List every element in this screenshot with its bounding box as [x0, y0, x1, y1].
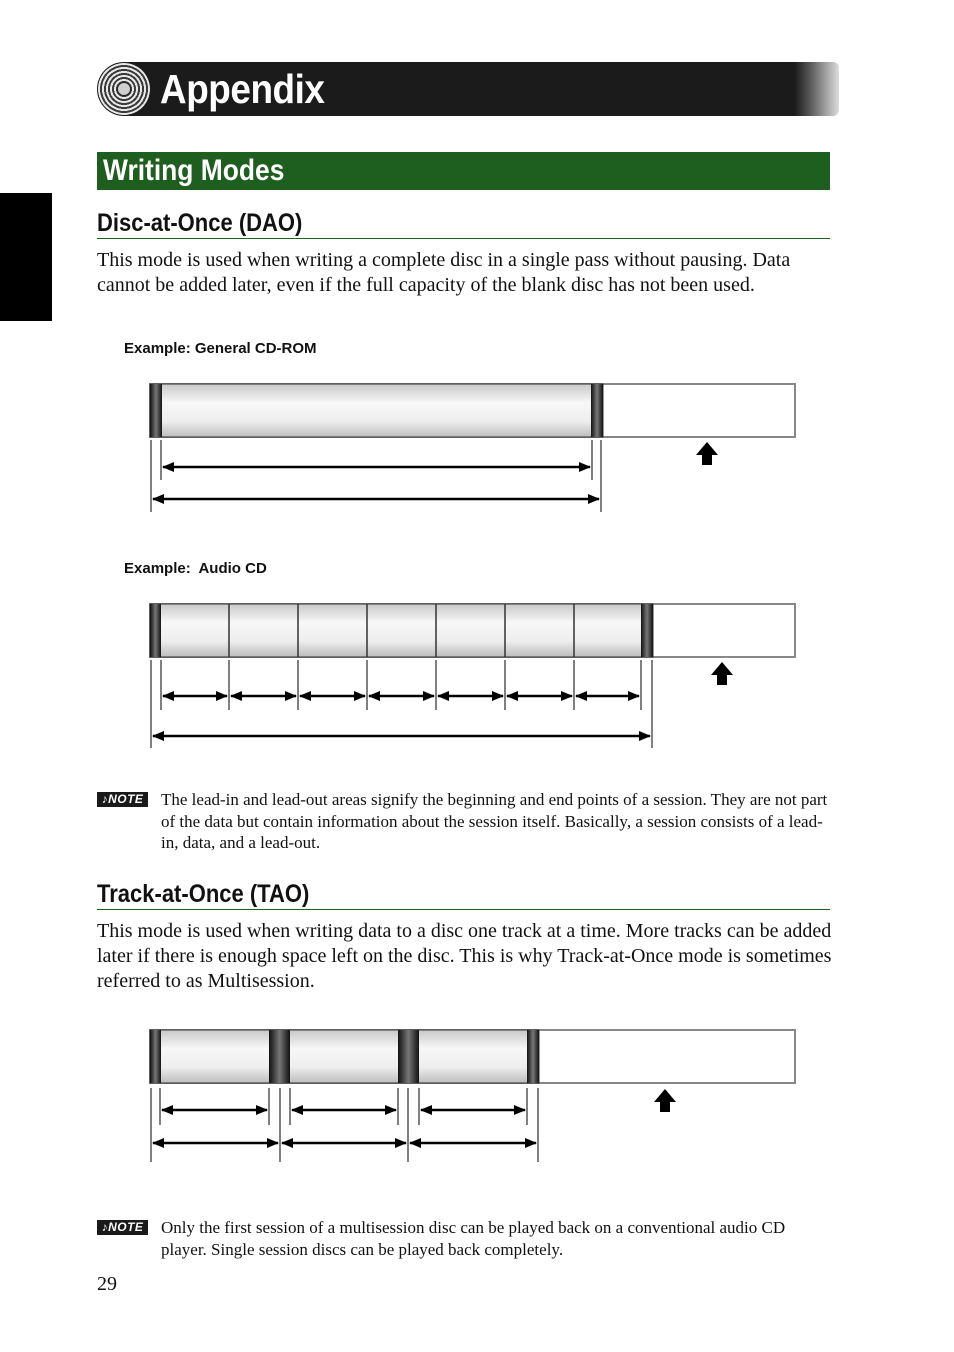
example-general-cdrom-label: Example: General CD-ROM — [124, 340, 317, 357]
music-note-icon: ♪NOTE — [97, 1220, 148, 1235]
note-icon-label: NOTE — [108, 1220, 144, 1234]
music-note-icon: ♪NOTE — [97, 792, 148, 807]
tao-heading — [97, 879, 830, 910]
dao-heading-text: Disc-at-Once (DAO) — [97, 209, 303, 237]
lead-out-area — [591, 384, 603, 437]
diagram-audio-cd — [150, 604, 795, 748]
lead-out-area — [641, 604, 653, 657]
note-icon-label: NOTE — [108, 792, 144, 806]
tao-note: Only the first session of a multisession disc can be played back on a conventional audio CD player. Single session discs can be played back completely. — [161, 1218, 786, 1259]
up-arrow-icon — [654, 1089, 676, 1112]
lead-in-area — [150, 384, 162, 437]
dao-paragraph: This mode is used when writing a complete disc in a single pass without pausing. Data cannot be added later, even if the full capacity of the blank disc has not been used. — [97, 249, 791, 296]
up-arrow-icon — [696, 442, 718, 465]
lead-in-area — [150, 604, 161, 657]
lead-out-area — [527, 1030, 539, 1083]
lead-out-lead-in-area — [398, 1030, 419, 1083]
dao-note: The lead-in and lead-out areas signify the beginning and end points of a session. They are not part of the data but contain information about the session itself. Basically, a session consists of a lead-in, data, and a lead-out. — [161, 790, 828, 852]
page-number: 29 — [97, 1273, 117, 1295]
lead-out-lead-in-area — [269, 1030, 290, 1083]
data-area — [150, 384, 603, 437]
data-area — [150, 1030, 539, 1083]
tao-heading-text: Track-at-Once (TAO) — [97, 880, 310, 908]
tao-paragraph: This mode is used when writing data to a disc one track at a time. More tracks can be added later if there is enough space left on the disc. This is why Track-at-Once mode is sometimes referred to as Multisession. — [97, 920, 832, 992]
lead-in-area — [150, 1030, 161, 1083]
diagram-track-at-once — [150, 1030, 795, 1162]
section-title: Writing Modes — [103, 154, 285, 187]
page-title: Appendix — [160, 66, 325, 112]
diagram-general-cdrom — [150, 384, 795, 512]
up-arrow-icon — [711, 662, 733, 685]
example-audio-cd-label: Example: Audio CD — [124, 560, 267, 577]
data-area — [150, 604, 653, 657]
